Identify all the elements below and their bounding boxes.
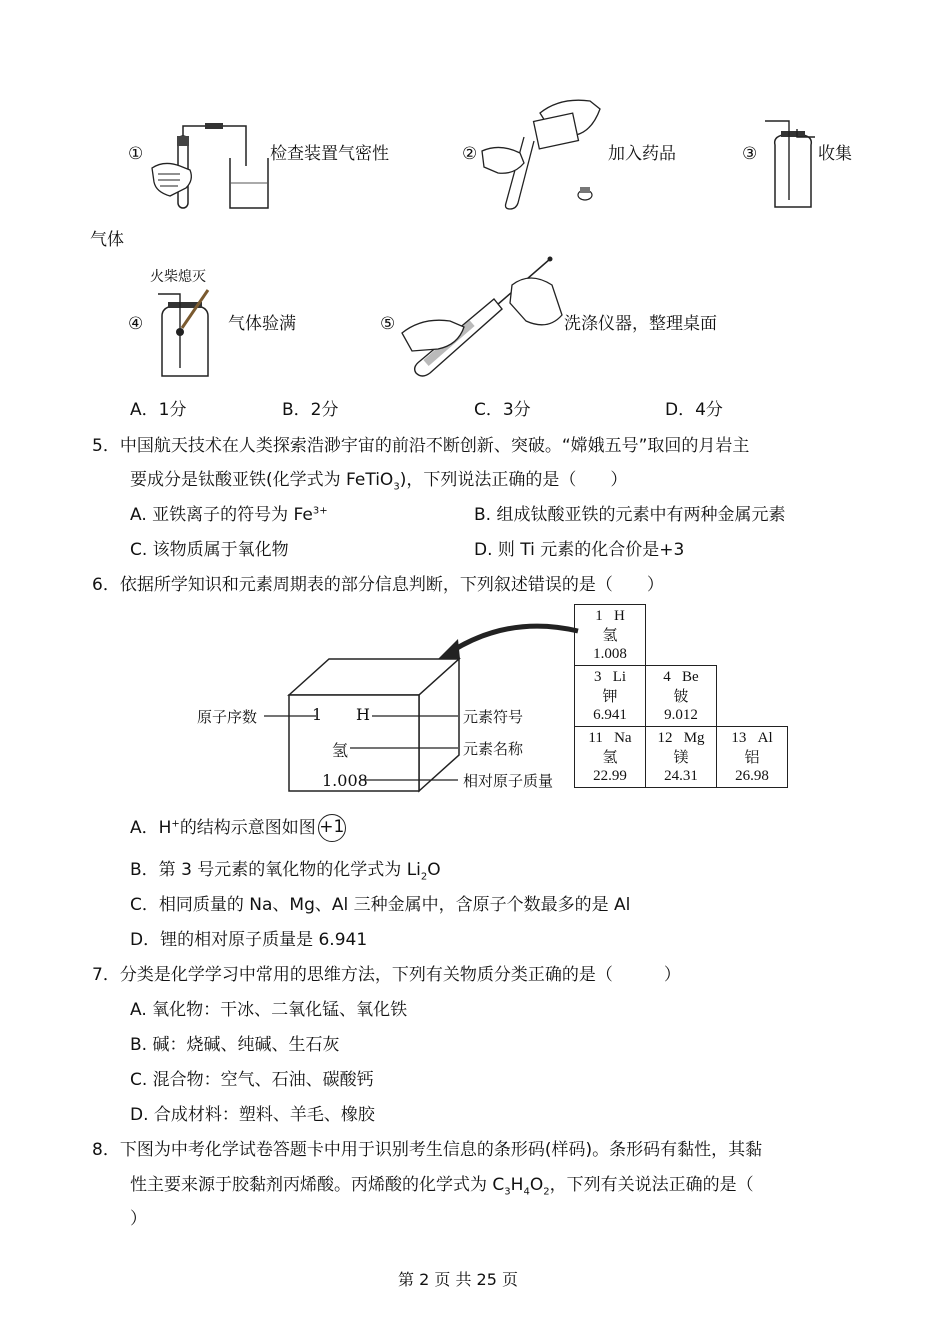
step4-label: 气体验满 bbox=[228, 314, 296, 334]
step2-number: ② bbox=[462, 144, 478, 164]
step1-label: 检查装置气密性 bbox=[270, 144, 389, 164]
q6-option-b-tail: O bbox=[427, 860, 441, 880]
element-name: 镁 bbox=[673, 747, 689, 766]
periodic-row-2 bbox=[575, 666, 788, 727]
page-footer: 第 2 页 共 25 页 bbox=[398, 1270, 518, 1289]
q6-option-b-text: B．第 3 号元素的氧化物的化学式为 Li bbox=[130, 860, 421, 880]
element-cell-na bbox=[575, 727, 646, 788]
q4-option-d: D．4分 bbox=[665, 400, 723, 420]
step3-label-continued: 气体 bbox=[90, 230, 124, 250]
empty-cell bbox=[717, 666, 788, 727]
q5-stem-line1: 5．中国航天技术在人类探索浩渺宇宙的前沿不断创新、突破。“嫦娥五号”取回的月岩主 bbox=[92, 436, 750, 456]
q7-option-d: D. 合成材料：塑料、羊毛、橡胶 bbox=[130, 1105, 375, 1125]
q7-option-c: C. 混合物：空气、石油、碳酸钙 bbox=[130, 1070, 374, 1090]
label-element-symbol: 元素符号 bbox=[463, 708, 524, 726]
step5-number: ⑤ bbox=[380, 314, 396, 334]
step4-number: ④ bbox=[128, 314, 144, 334]
step1-number: ① bbox=[128, 144, 144, 164]
q8-stem-line2 bbox=[130, 1173, 754, 1197]
element-header: 3 Li bbox=[593, 668, 627, 685]
q6-option-c: C．相同质量的 Na、Mg、Al 三种金属中，含原子个数最多的是 Al bbox=[130, 895, 631, 915]
cube-element-name: 氢 bbox=[332, 741, 349, 760]
element-mass: 6.941 bbox=[593, 706, 627, 723]
q5-option-d: D. 则 Ti 元素的化合价是+3 bbox=[474, 540, 685, 560]
q6-option-b-subscript: 2 bbox=[420, 871, 428, 883]
step5-label: 洗涤仪器，整理桌面 bbox=[564, 314, 717, 334]
q8-stem-line1: 8．下图为中考化学试卷答题卡中用于识别考生信息的条形码(样码)。条形码有黏性，其黏 bbox=[92, 1140, 763, 1160]
q8-stem-line2-tail: ，下列有关说法正确的是（ bbox=[549, 1175, 754, 1195]
q8-formula-o: O bbox=[529, 1175, 544, 1195]
element-cell-mg bbox=[646, 727, 717, 788]
element-header: 11 Na bbox=[588, 729, 632, 746]
q5-option-a-charge: 3+ bbox=[312, 505, 328, 517]
element-name: 钾 bbox=[602, 686, 618, 705]
q6-option-a-text: A．H bbox=[130, 818, 172, 838]
q5-formula-subscript: 3 bbox=[393, 481, 400, 493]
element-name: 铝 bbox=[744, 747, 760, 766]
q6-option-a-tail: 的结构示意图如图 bbox=[179, 818, 316, 838]
q5-option-b: B. 组成钛酸亚铁的元素中有两种金属元素 bbox=[474, 505, 786, 525]
q4-option-c: C．3分 bbox=[474, 400, 531, 420]
q8-stem-line2-text: 性主要来源于胶黏剂丙烯酸。丙烯酸的化学式为 C bbox=[130, 1175, 505, 1195]
q6-option-b bbox=[130, 858, 441, 882]
element-header: 4 Be bbox=[663, 668, 699, 685]
q8-formula-sub-h: 4 bbox=[523, 1186, 530, 1198]
step4-caption: 火柴熄灭 bbox=[150, 269, 206, 285]
q7-option-a: A. 氧化物：干冰、二氧化锰、氧化铁 bbox=[130, 1000, 408, 1020]
cube-atomic-mass: 1.008 bbox=[322, 771, 368, 790]
element-header: 1 H bbox=[595, 607, 625, 624]
q7-option-b: B. 碱：烧碱、纯碱、生石灰 bbox=[130, 1035, 340, 1055]
empty-cell bbox=[717, 605, 788, 666]
element-mass: 26.98 bbox=[735, 767, 769, 784]
empty-cell bbox=[646, 605, 717, 666]
q7-stem: 7．分类是化学学习中常用的思维方法，下列有关物质分类正确的是（ ） bbox=[92, 965, 681, 985]
element-mass: 22.99 bbox=[593, 767, 627, 784]
periodic-row-1 bbox=[575, 605, 788, 666]
element-name: 氢 bbox=[602, 625, 618, 644]
q8-formula-sub-o: 2 bbox=[543, 1186, 550, 1198]
q8-formula-sub-c: 3 bbox=[504, 1186, 511, 1198]
element-mass: 24.31 bbox=[664, 767, 698, 784]
periodic-table-excerpt bbox=[574, 604, 788, 788]
step3-number: ③ bbox=[742, 144, 758, 164]
q4-option-b: B．2分 bbox=[282, 400, 339, 420]
label-element-name: 元素名称 bbox=[463, 740, 524, 758]
label-atomic-mass: 相对原子质量 bbox=[463, 772, 554, 790]
label-atomic-number: 原子序数 bbox=[197, 708, 258, 726]
q6-option-d: D．锂的相对原子质量是 6.941 bbox=[130, 930, 368, 950]
step2-label: 加入药品 bbox=[608, 144, 676, 164]
q4-option-a: A．1分 bbox=[130, 400, 187, 420]
element-cell-h bbox=[575, 605, 646, 666]
q6-stem: 6．依据所学知识和元素周期表的部分信息判断，下列叙述错误的是（ ） bbox=[92, 575, 664, 595]
q8-stem-line3: ） bbox=[130, 1209, 147, 1229]
element-name: 氢 bbox=[602, 747, 618, 766]
element-cell-be bbox=[646, 666, 717, 727]
step3-label: 收集 bbox=[818, 144, 852, 164]
cube-element-symbol: H bbox=[356, 705, 370, 724]
q6-option-a bbox=[130, 814, 346, 842]
element-header: 12 Mg bbox=[657, 729, 705, 746]
q5-stem-line2-tail: )，下列说法正确的是（ ） bbox=[399, 470, 628, 490]
element-mass: 9.012 bbox=[664, 706, 698, 723]
h-ion-structure-diagram: +1 bbox=[318, 814, 346, 842]
element-cell-al bbox=[717, 727, 788, 788]
q8-formula-h: H bbox=[510, 1175, 524, 1195]
element-name: 铍 bbox=[673, 686, 689, 705]
element-header: 13 Al bbox=[731, 729, 773, 746]
cube-atomic-number: 1 bbox=[312, 705, 323, 724]
q6-option-a-charge: + bbox=[171, 818, 180, 830]
q5-option-a-text: A. 亚铁离子的符号为 Fe bbox=[130, 505, 313, 525]
periodic-row-3 bbox=[575, 727, 788, 788]
element-cell-li bbox=[575, 666, 646, 727]
q5-option-c: C. 该物质属于氧化物 bbox=[130, 540, 289, 560]
q5-stem-line2-text: 要成分是钛酸亚铁(化学式为 FeTiO bbox=[130, 470, 394, 490]
element-mass: 1.008 bbox=[593, 645, 627, 662]
